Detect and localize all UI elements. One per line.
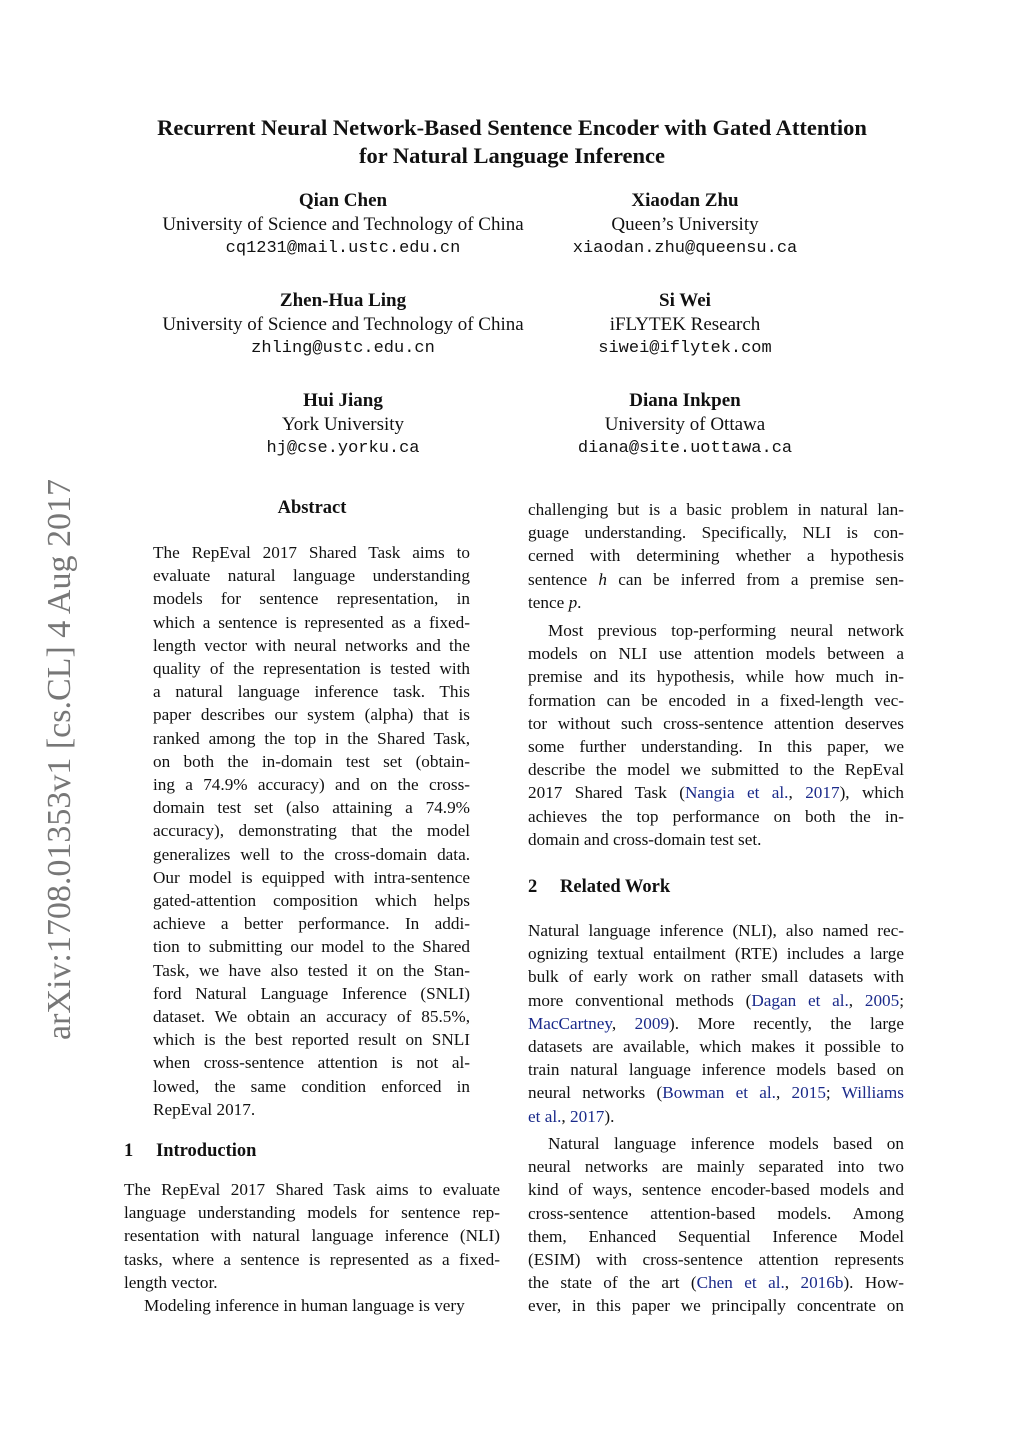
section-number: 2 — [528, 877, 538, 897]
text-line: paper describes our system (alpha) that is — [153, 705, 470, 725]
text-line: Modeling inference in human language is very — [144, 1296, 465, 1316]
text-line: challenging but is a basic problem in natural lan- — [528, 500, 904, 519]
text-line: dataset. We obtain an accuracy of 85.5%, — [153, 1007, 470, 1027]
text-run: , — [561, 1106, 570, 1126]
text-line — [528, 989, 904, 1012]
citation-link[interactable]: et al. — [528, 1106, 562, 1126]
text-line: ever, in this paper we principally concentrate on — [528, 1296, 904, 1316]
text-line — [528, 568, 904, 591]
text-run: ), which — [839, 783, 904, 803]
text-line — [528, 781, 904, 804]
text-line: on both the in-domain test set (obtain- — [153, 751, 470, 771]
text-line: language understanding models for sentence rep- — [124, 1203, 500, 1223]
right-column-paragraph-2 — [528, 619, 904, 851]
author-affiliation: University of Science and Technology of China — [162, 314, 524, 335]
author-block-xiaodan-zhu — [475, 189, 895, 261]
text-line: models on NLI use attention models between a — [528, 644, 904, 664]
text-line: accuracy), demonstrating that the model — [153, 821, 470, 841]
text-run: ). — [604, 1106, 615, 1126]
text-line: resentation with natural language inference (NLI) — [124, 1226, 500, 1246]
text-line: Natural language inference models based on — [548, 1134, 904, 1153]
related-work-paragraph-1 — [528, 919, 904, 1128]
text-run: can be inferred from a premise sen- — [606, 569, 905, 589]
author-email[interactable]: zhling@ustc.edu.cn — [251, 339, 435, 358]
text-line: tasks, where a sentence is represented as a fixed- — [124, 1249, 500, 1269]
citation-link[interactable]: 2015 — [791, 1083, 826, 1103]
text-line: ford Natural Language Inference (SNLI) — [153, 983, 470, 1003]
title-line-1: Recurrent Neural Network-Based Sentence Encoder with Gated Attention — [157, 115, 867, 140]
text-line: cross-sentence attention-based models. Among — [528, 1203, 904, 1223]
related-work-paragraph-2 — [528, 1132, 904, 1318]
title-line-2: for Natural Language Inference — [358, 143, 665, 168]
text-run: the state of the art ( — [528, 1273, 697, 1293]
text-line: kind of ways, sentence encoder-based models and — [528, 1180, 904, 1200]
citation-link[interactable]: 2009 — [634, 1013, 670, 1033]
text-line — [528, 1012, 904, 1035]
author-email[interactable]: siwei@iflytek.com — [598, 339, 772, 358]
abstract-heading: Abstract — [277, 498, 347, 518]
author-email[interactable]: xiaodan.zhu@queensu.ca — [572, 239, 798, 258]
text-line: some further understanding. In this paper, we — [528, 737, 904, 757]
author-name: Xiaodan Zhu — [631, 190, 739, 211]
citation-link[interactable]: 2005 — [864, 990, 900, 1010]
text-line: achieve a better performance. In addi- — [153, 914, 470, 934]
author-email[interactable]: hj@cse.yorku.ca — [266, 439, 420, 458]
text-line: neural networks are mainly separated into two — [528, 1157, 904, 1177]
text-line: describe the model we submitted to the RepEval — [528, 760, 904, 780]
author-affiliation: University of Science and Technology of China — [162, 214, 524, 235]
text-line — [528, 1081, 904, 1104]
section-title: Introduction — [156, 1141, 257, 1161]
citation-link[interactable]: 2017 — [805, 783, 840, 803]
text-line: length vector with neural networks and the — [153, 635, 470, 655]
text-line: generalizes well to the cross-domain data. — [153, 844, 470, 864]
text-line: premise and its hypothesis, while how much in- — [528, 667, 904, 687]
text-line: which is the best reported result on SNLI — [153, 1030, 470, 1050]
text-run: ). More recently, the large — [669, 1013, 904, 1033]
citation-link[interactable]: Dagan et al. — [751, 990, 849, 1010]
text-line: tor without such cross-sentence attention deserves — [528, 713, 904, 733]
section-title: Related Work — [560, 877, 671, 897]
text-run: tence — [528, 592, 569, 612]
paper-title — [80, 114, 944, 170]
section-number: 1 — [124, 1141, 134, 1161]
text-line: domain and cross-domain test set. — [528, 829, 762, 849]
author-email[interactable]: diana@site.uottawa.ca — [577, 439, 793, 458]
text-line: guage understanding. Specifically, NLI is con- — [528, 523, 904, 543]
text-line: bulk of early work on rather small datasets with — [528, 967, 904, 987]
citation-link[interactable]: Bowman et al. — [662, 1083, 776, 1103]
author-email[interactable]: cq1231@mail.ustc.edu.cn — [225, 239, 461, 258]
text-line — [528, 591, 904, 614]
text-line: The RepEval 2017 Shared Task aims to — [153, 543, 470, 562]
text-line: lowed, the same condition enforced in — [153, 1076, 470, 1096]
author-name: Hui Jiang — [303, 390, 383, 411]
text-run: neural networks ( — [528, 1083, 663, 1103]
citation-link[interactable]: 2016b — [800, 1273, 844, 1293]
text-line: Most previous top-performing neural network — [548, 621, 904, 640]
math-variable-h: h — [598, 569, 607, 589]
text-line: when cross-sentence attention is not al- — [153, 1053, 470, 1073]
author-affiliation: York University — [281, 414, 405, 435]
citation-link[interactable]: Williams — [841, 1083, 904, 1103]
text-line: formation can be encoded in a fixed-length vec- — [528, 690, 904, 710]
author-affiliation: Queen’s University — [611, 214, 759, 235]
text-run: 2017 Shared Task ( — [528, 783, 685, 803]
text-run: , — [784, 1273, 801, 1293]
arxiv-identifier: arXiv:1708.01353v1 [cs.CL] 4 Aug 2017 — [41, 479, 78, 1040]
text-line: a natural language inference task. This — [153, 682, 470, 702]
text-line: tion to submitting our model to the Shared — [153, 937, 470, 957]
text-line: The RepEval 2017 Shared Task aims to evaluate — [124, 1180, 500, 1199]
citation-link[interactable]: Nangia et al. — [684, 783, 789, 803]
text-run: ; — [899, 990, 905, 1010]
text-line: Our model is equipped with intra-sentence — [153, 867, 470, 887]
text-line: cerned with determining whether a hypothesis — [528, 546, 904, 566]
author-block-si-wei — [475, 289, 895, 361]
text-line: achieves the top performance on both the in- — [528, 806, 904, 826]
text-line: ognizing textual entailment (RTE) includes a large — [528, 944, 904, 964]
text-run: , — [775, 1083, 792, 1103]
section-heading-related-work — [528, 877, 670, 898]
text-run: , — [788, 783, 806, 803]
text-line: gated-attention composition which helps — [153, 891, 470, 911]
author-name: Qian Chen — [298, 190, 388, 211]
citation-link[interactable]: Chen et al. — [696, 1273, 785, 1293]
author-name: Si Wei — [659, 290, 711, 311]
section-heading-introduction — [124, 1141, 256, 1162]
math-variable-p: p — [568, 592, 578, 612]
author-affiliation: iFLYTEK Research — [609, 314, 761, 335]
text-run: , — [611, 1013, 635, 1033]
author-name: Zhen-Hua Ling — [279, 290, 407, 311]
text-line: (ESIM) with cross-sentence attention represents — [528, 1250, 904, 1270]
text-run: . — [577, 592, 582, 612]
author-affiliation: University of Ottawa — [604, 414, 766, 435]
text-run: more conventional methods ( — [528, 990, 752, 1010]
text-run: , — [848, 990, 865, 1010]
text-line: RepEval 2017. — [153, 1099, 256, 1119]
citation-link[interactable]: MacCartney — [528, 1013, 612, 1033]
author-block-diana-inkpen — [475, 389, 895, 461]
text-line — [528, 1105, 904, 1128]
text-line: models for sentence representation, in — [153, 589, 470, 609]
text-line: datasets are available, which makes it possible to — [528, 1037, 904, 1057]
text-line: evaluate natural language understanding — [153, 566, 470, 586]
citation-link[interactable]: 2017 — [570, 1106, 605, 1126]
text-line: Task, we have also tested it on the Stan- — [153, 960, 470, 980]
text-line: ranked among the top in the Shared Task, — [153, 728, 470, 748]
text-line: Natural language inference (NLI), also named rec- — [528, 921, 904, 940]
text-line: them, Enhanced Sequential Inference Model — [528, 1226, 904, 1246]
text-line: domain test set (also attaining a 74.9% — [153, 798, 470, 818]
abstract-body — [153, 541, 470, 1121]
text-run: ). How- — [843, 1273, 904, 1293]
text-line: ing a 74.9% accuracy) and on the cross- — [153, 775, 470, 795]
text-line — [528, 1271, 904, 1294]
author-name: Diana Inkpen — [629, 390, 741, 411]
text-line: quality of the representation is tested with — [153, 659, 470, 679]
text-line: train natural language inference models based on — [528, 1060, 904, 1080]
right-column-paragraph-1 — [528, 498, 904, 614]
text-run: ; — [825, 1083, 842, 1103]
introduction-body — [124, 1178, 500, 1317]
text-line: length vector. — [124, 1272, 218, 1292]
text-line: which a sentence is represented as a fixed- — [153, 612, 470, 632]
text-run: sentence — [528, 569, 599, 589]
